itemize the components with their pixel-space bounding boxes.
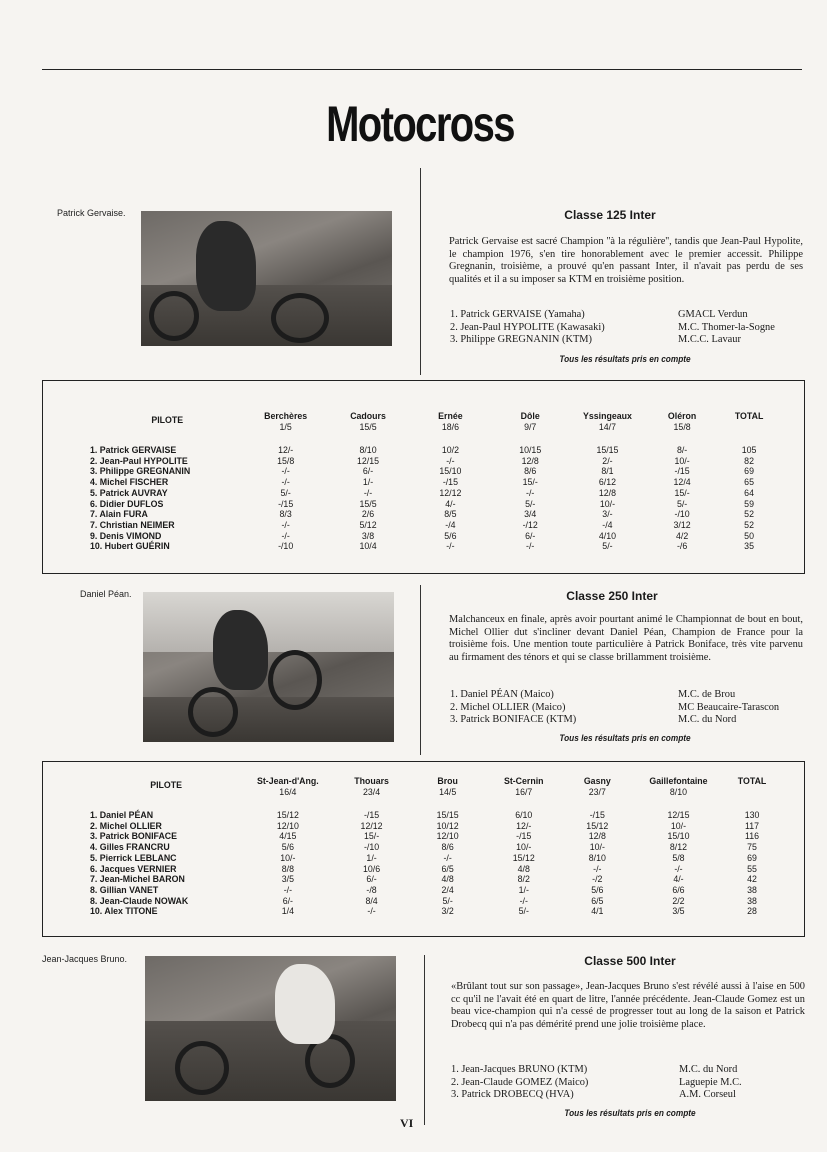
score-cell: 10/-	[280, 852, 296, 863]
score-cell: -/2	[592, 874, 603, 885]
score-cell: 10/-	[516, 842, 532, 853]
podium-rider: 3. Patrick DROBECQ (HVA)	[451, 1089, 574, 1100]
table-row	[90, 509, 780, 520]
total-cell: 69	[747, 852, 757, 863]
pilot-name: 6. Jacques VERNIER	[90, 863, 177, 874]
event-header	[492, 411, 569, 433]
total-cell: 117	[745, 820, 760, 831]
score-cell: 4/-	[673, 874, 684, 885]
pilot-name: 1. Patrick GERVAISE	[90, 445, 177, 455]
total-cell: 28	[747, 906, 757, 917]
score-cell: 15/10	[667, 831, 690, 842]
score-cell: 2/6	[361, 509, 375, 520]
podium-club: M.C. Thomer-la-Sogne	[678, 321, 775, 333]
score-cell: 1/-	[362, 477, 374, 488]
score-cell: -/-	[363, 487, 373, 498]
event-date: 14/5	[439, 787, 457, 797]
score-cell: 10/-	[599, 498, 616, 509]
score-cell: -/15	[442, 477, 458, 488]
table-row	[90, 445, 780, 456]
event-header	[327, 411, 409, 433]
section-heading-500: Classe 500 Inter	[584, 954, 676, 968]
score-cell: -/-	[446, 455, 455, 466]
event-header	[486, 776, 562, 798]
score-cell: 8/2	[517, 874, 530, 885]
section-text-250: Malchanceux en finale, après avoir pourtant animé le Championnat de bout en bout, Michel Ollier dut s'incliner devant Daniel Péan, Champion de France pour la troisième fois. Une mention toute particulière à Patrick Boniface, très vite parvenu au firmament des ténors et qui se classe brillamment troisième.	[449, 614, 803, 663]
total-cell: 75	[747, 842, 757, 853]
score-cell: 12/-	[278, 445, 294, 455]
score-cell: 8/1	[601, 466, 614, 477]
score-cell: -/-	[674, 863, 683, 874]
section-heading-125: Classe 125 Inter	[564, 208, 656, 222]
score-cell: -/-	[281, 519, 290, 530]
score-cell: 6/-	[366, 874, 377, 885]
event-date: 16/7	[515, 787, 533, 797]
score-cell: 6/10	[515, 810, 533, 820]
score-cell: 8/12	[669, 842, 688, 853]
event-name: Berchères	[264, 411, 308, 421]
event-name: Gasny	[583, 776, 611, 786]
table-row	[90, 853, 780, 864]
score-cell: -/15	[674, 466, 690, 477]
score-cell: 4/2	[675, 530, 689, 541]
podium-row	[451, 1064, 811, 1077]
event-header	[409, 411, 491, 433]
score-cell: 4/15	[279, 831, 297, 842]
score-cell: -/-	[446, 541, 455, 552]
score-cell: 12/4	[673, 477, 691, 488]
score-cell: 10/4	[359, 541, 377, 552]
photo-caption-pean: Daniel Péan.	[80, 589, 132, 599]
total-cell: 55	[747, 863, 757, 874]
table-row	[90, 885, 780, 896]
podium-rider: 3. Philippe GREGNANIN (KTM)	[450, 334, 592, 345]
score-cell: 12/8	[588, 831, 606, 842]
score-cell: 15/12	[586, 820, 609, 831]
event-name: St-Jean-d'Ang.	[257, 776, 319, 786]
score-cell: -/4	[602, 519, 613, 530]
podium-rider: 3. Patrick BONIFACE (KTM)	[450, 714, 577, 725]
podium-rider: 2. Jean-Claude GOMEZ (Maico)	[451, 1076, 589, 1088]
score-cell: 8/3	[279, 509, 292, 520]
column-divider	[420, 168, 421, 375]
score-cell: 4/8	[517, 863, 530, 874]
podium-club: M.C. de Brou	[678, 689, 736, 700]
score-cell: 15/10	[439, 466, 462, 477]
event-header	[242, 776, 333, 798]
event-date: 14/7	[598, 422, 616, 432]
event-date: 15/8	[673, 422, 691, 432]
score-cell: -/-	[281, 530, 290, 541]
event-name: St-Cernin	[503, 776, 544, 786]
table-row	[90, 864, 780, 875]
total-cell: 82	[744, 455, 754, 466]
table-row	[90, 874, 780, 885]
podium-rider: 1. Daniel PÉAN (Maico)	[450, 689, 554, 700]
table-row	[90, 531, 780, 542]
pilot-name: 8. Jean-Claude NOWAK	[90, 895, 189, 906]
photo-gervaise	[141, 211, 392, 346]
score-cell: -/-	[367, 906, 376, 917]
podium-row	[450, 702, 810, 715]
score-cell: 1/-	[366, 852, 377, 863]
event-name: Oléron	[667, 411, 697, 421]
total-cell: 52	[744, 509, 754, 520]
score-cell: 15/5	[359, 498, 377, 509]
score-cell: 5/-	[280, 487, 291, 498]
podium-rider: 1. Jean-Jacques BRUNO (KTM)	[451, 1064, 588, 1075]
score-cell: 3/5	[672, 906, 685, 917]
total-cell: 59	[744, 498, 754, 509]
total-cell: 42	[747, 874, 757, 885]
photo-caption-bruno: Jean-Jacques Bruno.	[42, 954, 128, 964]
score-cell: 6/-	[282, 895, 293, 906]
pilot-name: 10. Hubert GUÉRIN	[90, 541, 170, 552]
table-row	[90, 520, 780, 531]
podium-row	[450, 689, 810, 702]
pilot-name: 10. Alex TITONE	[90, 906, 158, 917]
score-cell: 15/12	[512, 852, 535, 863]
podium-club: M.C. du Nord	[678, 714, 737, 725]
score-cell: 15/8	[277, 455, 295, 466]
pilot-name: 7. Jean-Michel BARON	[90, 874, 185, 885]
podium-125	[450, 309, 810, 347]
event-date: 23/4	[363, 787, 381, 797]
pilot-name: 4. Gilles FRANCRU	[90, 842, 170, 853]
score-cell: 6/12	[598, 477, 616, 488]
total-cell: 130	[744, 810, 760, 820]
score-cell: -/15	[516, 831, 532, 842]
score-cell: 3/2	[441, 906, 454, 917]
table-row	[90, 499, 780, 510]
score-cell: 6/-	[525, 530, 536, 541]
score-cell: 6/-	[362, 466, 374, 477]
score-cell: 5/-	[525, 498, 536, 509]
score-cell: 15/-	[674, 487, 690, 498]
event-header	[410, 776, 486, 798]
results-note-125: Tous les résultats pris en compte	[559, 354, 691, 364]
event-name: Thouars	[354, 776, 389, 786]
pilot-header: PILOTE	[150, 780, 182, 790]
total-cell: 105	[741, 445, 757, 455]
score-cell: 3/-	[602, 509, 613, 520]
score-cell: 5/-	[602, 541, 613, 552]
podium-rider: 1. Patrick GERVAISE (Yamaha)	[450, 309, 585, 320]
event-header	[646, 411, 718, 433]
event-header	[562, 776, 633, 798]
podium-row	[451, 1089, 811, 1102]
score-cell: 12/12	[439, 487, 462, 498]
score-cell: 4/1	[591, 906, 604, 917]
total-cell: 52	[744, 519, 754, 530]
score-cell: 12/8	[598, 487, 616, 498]
table-row	[90, 456, 780, 467]
score-cell: 8/10	[588, 852, 606, 863]
score-cell: 10/2	[441, 445, 459, 455]
results-table-125	[90, 411, 780, 552]
event-name: Yssingeaux	[582, 411, 632, 421]
score-cell: 5/-	[676, 498, 688, 509]
photo-caption-gervaise: Patrick Gervaise.	[57, 208, 126, 218]
podium-club: A.M. Corseul	[679, 1089, 736, 1100]
pilot-name: 2. Michel OLLIER	[90, 820, 162, 831]
event-date: 9/7	[524, 422, 537, 432]
score-cell: 8/10	[359, 445, 377, 455]
event-header	[334, 776, 410, 798]
total-cell: 38	[747, 895, 757, 906]
score-cell: 4/-	[445, 498, 456, 509]
podium-row	[450, 309, 810, 322]
podium-250	[450, 689, 810, 727]
pilot-name: 5. Patrick AUVRAY	[90, 487, 168, 498]
event-name: Brou	[437, 776, 458, 786]
event-header	[244, 411, 326, 433]
score-cell: -/-	[593, 863, 602, 874]
score-cell: 10/6	[363, 863, 381, 874]
top-rule	[42, 69, 802, 70]
score-cell: 12/15	[357, 455, 380, 466]
score-cell: 5/6	[444, 530, 457, 541]
score-cell: 6/5	[441, 863, 454, 874]
pilot-name: 3. Philippe GREGNANIN	[90, 466, 191, 477]
pilot-name: 6. Didier DUFLOS	[90, 498, 164, 509]
section-text-125: Patrick Gervaise est sacré Champion ''à la régulière'', tandis que Jean-Paul Hypolite, le champion 1976, s'en tire honorablement avec le premier accessit. Philippe Gregnanin, troisième, a prouvé qu'en passant Inter, il n'avait pas perdu de ses qualités et il a su imposer sa KTM en troisième position.	[449, 236, 803, 285]
podium-club: M.C. du Nord	[679, 1064, 738, 1075]
score-cell: -/-	[281, 466, 290, 477]
score-cell: 10/15	[519, 445, 542, 455]
photo-pean	[143, 592, 394, 742]
results-note-500: Tous les résultats pris en compte	[564, 1108, 696, 1118]
podium-500	[451, 1064, 811, 1102]
podium-club: GMACL Verdun	[678, 309, 748, 320]
event-date: 23/7	[588, 787, 606, 797]
score-cell: 5/-	[518, 906, 529, 917]
table-row	[90, 488, 780, 499]
total-cell: 65	[744, 477, 754, 488]
total-cell: 64	[744, 487, 754, 498]
photo-bruno	[145, 956, 396, 1101]
score-cell: 15/12	[276, 810, 299, 820]
podium-row	[450, 322, 810, 335]
podium-rider: 2. Jean-Paul HYPOLITE (Kawasaki)	[450, 321, 605, 333]
section-text-500: «Brûlant tout sur son passage», Jean-Jacques Bruno s'est révélé aussi à l'aise en 500 cc qu'il ne l'avait été en quart de litre, l'année précédente. Jean-Claude Gomez est un beau vice-champion qui n'a cessé de progresser tout au long de la saison et Patrick Drobecq qui n'a pas démérité prend une jolie troisième place.	[451, 981, 805, 1030]
score-cell: -/-	[283, 884, 293, 895]
results-note-250: Tous les résultats pris en compte	[559, 733, 691, 743]
table-row	[90, 821, 780, 832]
score-cell: 1/-	[518, 884, 529, 895]
score-cell: 5/6	[591, 884, 604, 895]
podium-row	[450, 714, 810, 727]
pilot-name: 7. Alain FURA	[90, 509, 148, 520]
total-cell: 116	[745, 831, 760, 842]
score-cell: 2/-	[602, 455, 613, 466]
total-header: TOTAL	[737, 776, 767, 786]
score-cell: 15/-	[363, 831, 380, 842]
event-date: 15/5	[359, 422, 377, 432]
page-title: Motocross	[326, 96, 514, 152]
table-row	[90, 541, 780, 552]
column-divider	[424, 955, 425, 1125]
total-cell: 50	[744, 530, 754, 541]
column-divider	[420, 585, 421, 755]
total-cell: 38	[747, 884, 757, 895]
event-date: 8/10	[669, 787, 688, 797]
score-cell: 15/15	[436, 810, 459, 820]
score-cell: 8/5	[444, 509, 457, 520]
pilot-name: 9. Denis VIMOND	[90, 530, 162, 541]
score-cell: 3/8	[361, 530, 375, 541]
score-cell: 15/15	[596, 445, 619, 455]
podium-row	[451, 1077, 811, 1090]
score-cell: -/12	[522, 519, 538, 530]
total-cell: 69	[744, 466, 754, 477]
podium-rider: 2. Michel OLLIER (Maico)	[450, 701, 566, 713]
score-cell: -/4	[445, 519, 456, 530]
score-cell: 6/6	[672, 884, 685, 895]
pilot-name: 1. Daniel PÉAN	[90, 810, 154, 820]
score-cell: 3/4	[524, 509, 537, 520]
score-cell: -/6	[676, 541, 688, 552]
score-cell: -/15	[278, 498, 294, 509]
score-cell: -/-	[281, 477, 290, 488]
score-cell: 6/5	[591, 895, 604, 906]
score-cell: 8/6	[524, 466, 537, 477]
podium-club: Laguepie M.C.	[679, 1076, 742, 1088]
score-cell: -/8	[366, 884, 377, 895]
score-cell: 8/4	[365, 895, 378, 906]
score-cell: 3/5	[281, 874, 294, 885]
score-cell: 15/-	[522, 477, 538, 488]
score-cell: 12/8	[521, 455, 539, 466]
total-cell: 35	[744, 541, 754, 552]
score-cell: 12/-	[516, 820, 532, 831]
table-row	[90, 466, 780, 477]
score-cell: -/10	[278, 541, 294, 552]
results-table-250	[90, 776, 780, 917]
score-cell: 4/8	[441, 874, 454, 885]
score-cell: -/-	[526, 487, 535, 498]
score-cell: 8/6	[441, 842, 454, 853]
total-header: TOTAL	[734, 411, 764, 421]
event-date: 18/6	[441, 422, 459, 432]
score-cell: 5/12	[359, 519, 377, 530]
event-name: Cadours	[350, 411, 386, 421]
score-cell: 12/10	[276, 820, 299, 831]
score-cell: 12/10	[436, 831, 459, 842]
pilot-name: 5. Pierrick LEBLANC	[90, 852, 177, 863]
score-cell: 10/-	[589, 842, 605, 853]
score-cell: 5/6	[281, 842, 294, 853]
page-number: VI	[400, 1116, 414, 1130]
table-row	[90, 831, 780, 842]
event-name: Ernée	[438, 411, 463, 421]
pilot-name: 2. Jean-Paul HYPOLITE	[90, 455, 188, 466]
score-cell: 1/4	[281, 906, 294, 917]
score-cell: -/15	[363, 810, 380, 820]
pilot-name: 8. Gillian VANET	[90, 884, 159, 895]
event-name: Gaillefontaine	[649, 776, 708, 786]
score-cell: 3/12	[673, 519, 691, 530]
score-cell: 10/-	[670, 820, 687, 831]
table-row	[90, 842, 780, 853]
score-cell: -/10	[363, 842, 380, 853]
score-cell: 4/10	[598, 530, 616, 541]
podium-row	[450, 334, 810, 347]
score-cell: -/-	[526, 541, 535, 552]
event-date: 16/4	[279, 787, 297, 797]
event-header	[569, 411, 646, 433]
table-row	[90, 477, 780, 488]
event-name: Dôle	[520, 411, 540, 421]
podium-club: M.C.C. Lavaur	[678, 334, 741, 345]
score-cell: -/-	[443, 852, 452, 863]
table-row	[90, 906, 780, 917]
score-cell: -/15	[589, 810, 605, 820]
score-cell: 8/-	[676, 445, 688, 455]
score-cell: 12/12	[360, 820, 383, 831]
event-header	[633, 776, 724, 798]
score-cell: 2/2	[672, 895, 685, 906]
podium-club: MC Beaucaire-Tarascon	[678, 701, 780, 713]
score-cell: -/10	[674, 509, 690, 520]
score-cell: 10/12	[436, 820, 459, 831]
pilot-name: 3. Patrick BONIFACE	[90, 831, 178, 842]
score-cell: -/-	[519, 895, 528, 906]
score-cell: 12/15	[667, 810, 690, 820]
pilot-name: 7. Christian NEIMER	[90, 519, 175, 530]
score-cell: 5/8	[672, 852, 685, 863]
pilot-name: 4. Michel FISCHER	[90, 477, 169, 488]
score-cell: 8/8	[281, 863, 294, 874]
score-cell: 10/-	[674, 455, 690, 466]
section-heading-250: Classe 250 Inter	[566, 589, 658, 603]
score-cell: 2/4	[441, 884, 454, 895]
pilot-header: PILOTE	[151, 415, 184, 425]
event-date: 1/5	[279, 422, 292, 432]
table-row	[90, 896, 780, 907]
score-cell: 5/-	[442, 895, 453, 906]
table-row	[90, 810, 780, 821]
